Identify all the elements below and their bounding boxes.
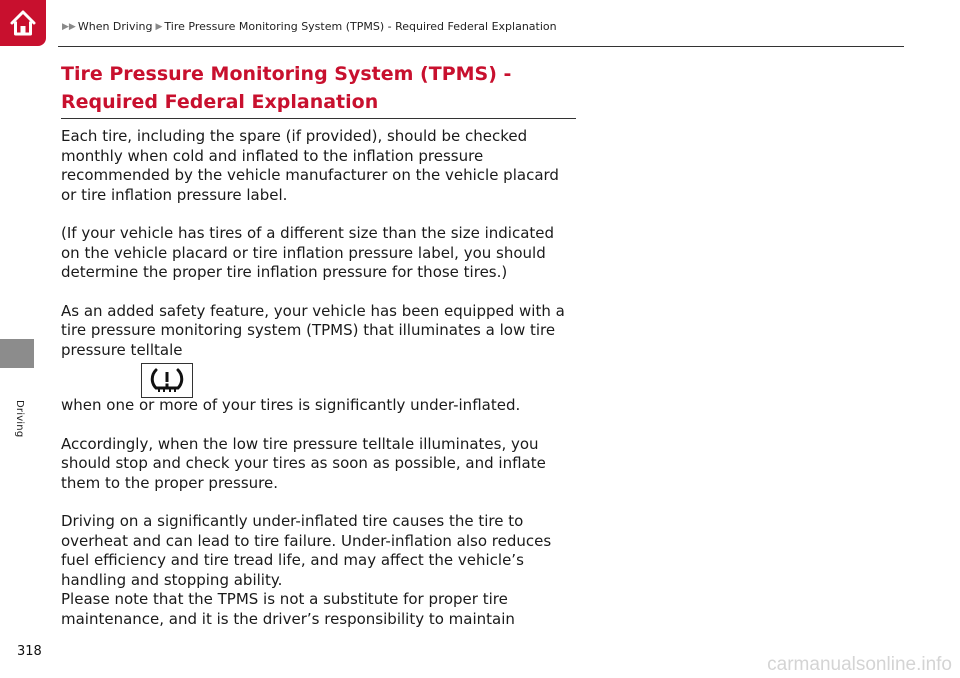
- page-title: Tire Pressure Monitoring System (TPMS) - Required Federal Explanation: [61, 60, 576, 119]
- paragraph: As an added safety feature, your vehicle has been equipped with a tire pressure monitoring system (TPMS) that illuminates a low tire pressure telltale: [61, 301, 565, 359]
- breadcrumb: [62, 20, 557, 33]
- page-number: 318: [17, 644, 42, 659]
- paragraph: Please note that the TPMS is not a substitute for proper tire maintenance, and it is the driver’s responsibility to maintain: [61, 590, 515, 628]
- home-icon: [6, 6, 40, 40]
- watermark: carmanualsonline.info: [767, 654, 952, 675]
- main-content: [61, 60, 576, 629]
- paragraph: Each tire, including the spare (if provided), should be checked monthly when cold and inflated to the inflation pressure recommended by the vehicle manufacturer on the vehicle placard or tire inflation pressure label.: [61, 127, 559, 204]
- paragraph: (If your vehicle has tires of a different size than the size indicated on the vehicle placard or tire inflation pressure label, you should determine the proper tire inflation pressure for those tires.): [61, 224, 555, 281]
- header-divider: [58, 46, 904, 47]
- home-button[interactable]: [0, 0, 46, 46]
- paragraph: Accordingly, when the low tire pressure telltale illuminates, you should stop and check your tires as soon as possible, and inflate them to the proper pressure.: [61, 434, 546, 492]
- section-tab-marker[interactable]: [0, 339, 34, 368]
- breadcrumb-item-when-driving[interactable]: When Driving: [77, 20, 153, 33]
- breadcrumb-item-tpms[interactable]: Tire Pressure Monitoring System (TPMS) - Required Federal Explanation: [164, 20, 557, 33]
- breadcrumb-arrow-icon: ▶: [155, 21, 163, 32]
- low-tire-pressure-icon: [141, 363, 193, 398]
- paragraph: Driving on a significantly under-inflated tire causes the tire to overheat and can lead to tire failure. Under-inflation also reduces fuel efficiency and tire tread life, and may affect the vehicle’s handling and stopping ability.: [61, 512, 552, 589]
- breadcrumb-arrow-icon: ▶▶: [62, 21, 76, 32]
- section-tab-label: Driving: [14, 400, 25, 438]
- paragraph: when one or more of your tires is significantly under-inflated.: [61, 396, 521, 414]
